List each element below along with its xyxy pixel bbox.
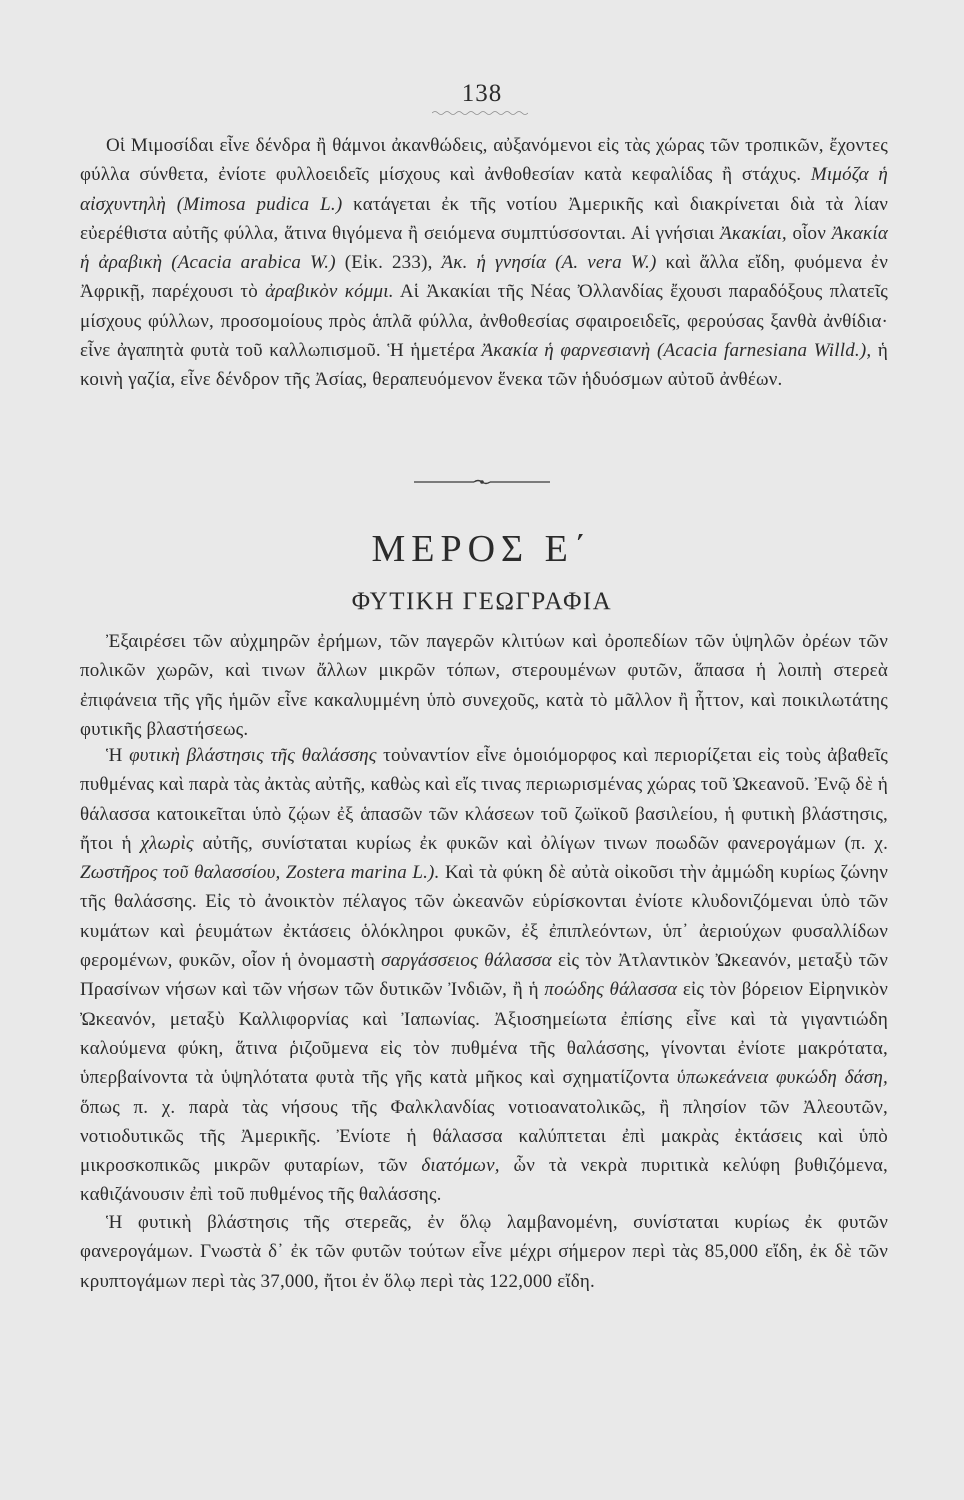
italic-run: ἀραβικὸν κόμμι. bbox=[265, 281, 394, 303]
text-run: ὧν τὰ νεκρὰ πυριτικὰ κελύφη βυθιζόμενα, καθιζάνουσιν ἐπὶ τοῦ πυθμένος τῆς θαλάσσης. bbox=[80, 1155, 888, 1206]
section-divider bbox=[414, 477, 550, 487]
text-run: αὐτῆς, συνίσταται κυρίως ἐκ φυκῶν καὶ ὀλίγων τινων ποωδῶν φανερογάμων (π. χ. bbox=[202, 832, 889, 854]
paragraph-sea-vegetation bbox=[80, 741, 888, 1210]
italic-run: χλωρὶς bbox=[140, 832, 194, 854]
text-run: κατάγεται ἐκ τῆς νοτίου Ἀμερικῆς καὶ διακρίνεται διὰ τὰ λίαν εὐερέθιστα αὐτῆς φύλλα, ἅτινα θιγόμενα ἢ σειόμενα συμπτύσσονται. Αἱ γνήσιαι bbox=[80, 193, 888, 244]
paragraph-species-count bbox=[80, 1208, 888, 1296]
page-number-ornament bbox=[432, 110, 528, 116]
paragraph-land-vegetation bbox=[80, 627, 888, 744]
text-run: Ἡ bbox=[106, 745, 123, 766]
page-number: 138 bbox=[461, 80, 503, 107]
text-run: εἰς τὸν βόρειον Εἰρηνικὸν Ὠκεανόν, μεταξὺ Καλλιφορνίας καὶ Ἰαπωνίας. Ἀξιοσημείωτα ἐπίσης εἶνε καὶ τὰ γιγαντιώδη καλούμενα φύκη, ἅτινα ῥιζοῦμενα εἰς τὸν πυθμένα τῆς θαλάσσης, γίνονται ἐνίοτε μακρότατα, ὑπερβαίνοντα τὰ ὑψηλότατα φυτὰ τῆς γῆς κατὰ μῆκος καὶ σχηματίζοντα bbox=[80, 979, 889, 1089]
italic-run: Μιμόζα ἡ αἰσχυντηλὴ (Mimosa pudica L.) bbox=[80, 164, 889, 215]
text-run: Αἱ Ἀκακίαι τῆς Νέας Ὀλλανδίας ἔχουσι παραδόξους πλατεῖς μίσχους φύλλων, προσομοίους πρὸς ἁπλᾶ φύλλα, ἀνθοθεσίας σφαιροειδεῖς, φερούσας ξανθὰ ἀνθίδια· εἶνε ἀγαπητὰ φυτὰ τοῦ καλλωπισμοῦ. Ἡ ἡμετέρα bbox=[80, 281, 889, 362]
italic-run: Ἀκακίαι, bbox=[720, 222, 787, 244]
italic-run: Ζωστῆρος τοῦ θαλασσίου, Zostera marina L.). bbox=[80, 862, 440, 884]
italic-run: Ἀκακία ἡ φαρνεσιανὴ (Acacia farnesiana Willd.), bbox=[481, 340, 872, 362]
italic-run: Ἀκακία ἡ ἀραβικὴ (Acacia arabica W.) bbox=[80, 222, 889, 274]
text-run: Ἡ φυτικὴ βλάστησις τῆς στερεᾶς, ἐν ὅλῳ λαμβανομένη, συνίσταται κυρίως ἐκ φυτῶν φανερογάμων. Γνωστὰ δ᾿ ἐκ τῶν φυτῶν τούτων εἶνε μέχρι σήμερον περὶ τὰς 85,000 εἴδη, ἐκ δὲ τῶν κρυπτογάμων περὶ τὰς 37,000, ἤτοι ἐν ὅλῳ περὶ τὰς 122,000 εἴδη. bbox=[80, 1212, 888, 1292]
italic-run: Ἀκ. ἡ γνησία (A. vera W.) bbox=[441, 252, 657, 274]
italic-run: ὑπωκεάνεια φυκώδη δάση, bbox=[676, 1067, 888, 1089]
text-run: ἡ κοινὴ γαζία, εἶνε δένδρον τῆς Ἀσίας, θεραπευόμενον ἕνεκα τῶν ἡδυόσμων αὐτοῦ ἀνθέων. bbox=[80, 340, 888, 391]
text-run: καὶ ἄλλα εἴδη, φυόμενα ἐν Ἀφρικῇ, παρέχουσι τὸ bbox=[80, 252, 888, 303]
text-run: Καὶ τὰ φύκη δὲ αὐτὰ οἰκοῦσι τὴν ἀμμώδη κυρίως ζώνην τῆς θαλάσσης. Εἰς τὸ ἀνοικτὸν πέλαγος τῶν ὠκεανῶν εὑρίσκονται ἐνίοτε κλυδονιζόμεναι ὑπὸ τῶν κυμάτων καὶ ῥευμάτων ἐκτάσεις ὁλόκληροι φυκῶν, ἐξ ἐπιπλεόντων, ὑπ᾿ ἀεριούχων φυσαλλίδων φερομένων, φυκῶν, οἷον ἡ ὀνομαστὴ bbox=[80, 862, 888, 972]
text-run: (Εἰκ. 233), bbox=[344, 252, 433, 274]
text-run: εἰς τὸν Ἀτλαντικὸν Ὠκεανόν, μεταξὺ τῶν Πρασίνων νήσων καὶ τῶν νήσων τῶν δυτικῶν Ἰνδιῶν, ἢ ἡ bbox=[80, 950, 889, 1001]
part-heading: ΜΕΡΟΣ Ε΄ bbox=[371, 528, 593, 570]
paragraph-mimosidae bbox=[80, 131, 888, 395]
italic-run: ποώδης θάλασσα bbox=[544, 979, 678, 1001]
section-heading: ΦΥΤΙΚΗ ΓΕΩΓΡΑΦΙΑ bbox=[351, 588, 613, 615]
text-run: οἷον bbox=[792, 222, 827, 244]
italic-run: διατόμων, bbox=[421, 1155, 500, 1177]
text-run: Ἐξαιρέσει τῶν αὐχμηρῶν ἐρήμων, τῶν παγερῶν κλιτύων καὶ ὀροπεδίων τῶν ὑψηλῶν ὀρέων τῶν πολικῶν χωρῶν, καὶ τινων ἄλλων μικρῶν τόπων, στερουμένων φυτῶν, ἅπασα ἡ λοιπὴ στερεὰ ἐπιφάνεια τῆς γῆς ἡμῶν εἶνε κακαλυμμένη ὑπὸ συνεχοῦς, κατὰ τὸ μᾶλλον ἢ ἧττον, καὶ ποικιλωτάτης φυτικῆς βλαστήσεως. bbox=[80, 631, 888, 740]
text-run: Οἱ Μιμοσίδαι εἶνε δένδρα ἢ θάμνοι ἀκανθώδεις, αὐξανόμενοι εἰς τὰς χώρας τῶν τροπικῶν, ἔχοντες φύλλα σύνθετα, ἐνίοτε φυλλοειδεῖς μίσχους καὶ ἀνθοθεσίαν κατὰ κεφαλίδας ἢ στάχυς. bbox=[80, 135, 888, 186]
italic-run: σαργάσσειος θάλασσα bbox=[381, 950, 552, 972]
text-run: τοὐναντίον εἶνε ὁμοιόμορφος καὶ περιορίζεται εἰς τοὺς ἀβαθεῖς πυθμένας καὶ παρὰ τὰς ἀκτὰς αὐτῆς, καθὼς καὶ εἴς τινας περιωρισμένας χώρας τοῦ Ὠκεανοῦ. Ἐνῷ δὲ ἡ θάλασσα κατοικεῖται ὑπὸ ζῴων ἐξ ἁπασῶν τῶν κλάσεων τοῦ ζωϊκοῦ βασιλείου, ἡ φυτικὴ βλάστησις, ἤτοι ἡ bbox=[80, 745, 888, 854]
text-run: ὅπως π. χ. παρὰ τὰς νήσους τῆς Φαλκλανδίας νοτιοανατολικῶς, ἢ πλησίον τῶν Ἀλεουτῶν, νοτιοδυτικῶς τῆς Ἀμερικῆς. Ἐνίοτε ἡ θάλασσα καλύπτεται ἐπὶ μακρὰς ἐκτάσεις καὶ ὑπὸ μικροσκοπικῶς μικρῶν φυταρίων, τῶν bbox=[80, 1096, 888, 1177]
italic-run: φυτικὴ βλάστησις τῆς θαλάσσης bbox=[129, 745, 377, 766]
